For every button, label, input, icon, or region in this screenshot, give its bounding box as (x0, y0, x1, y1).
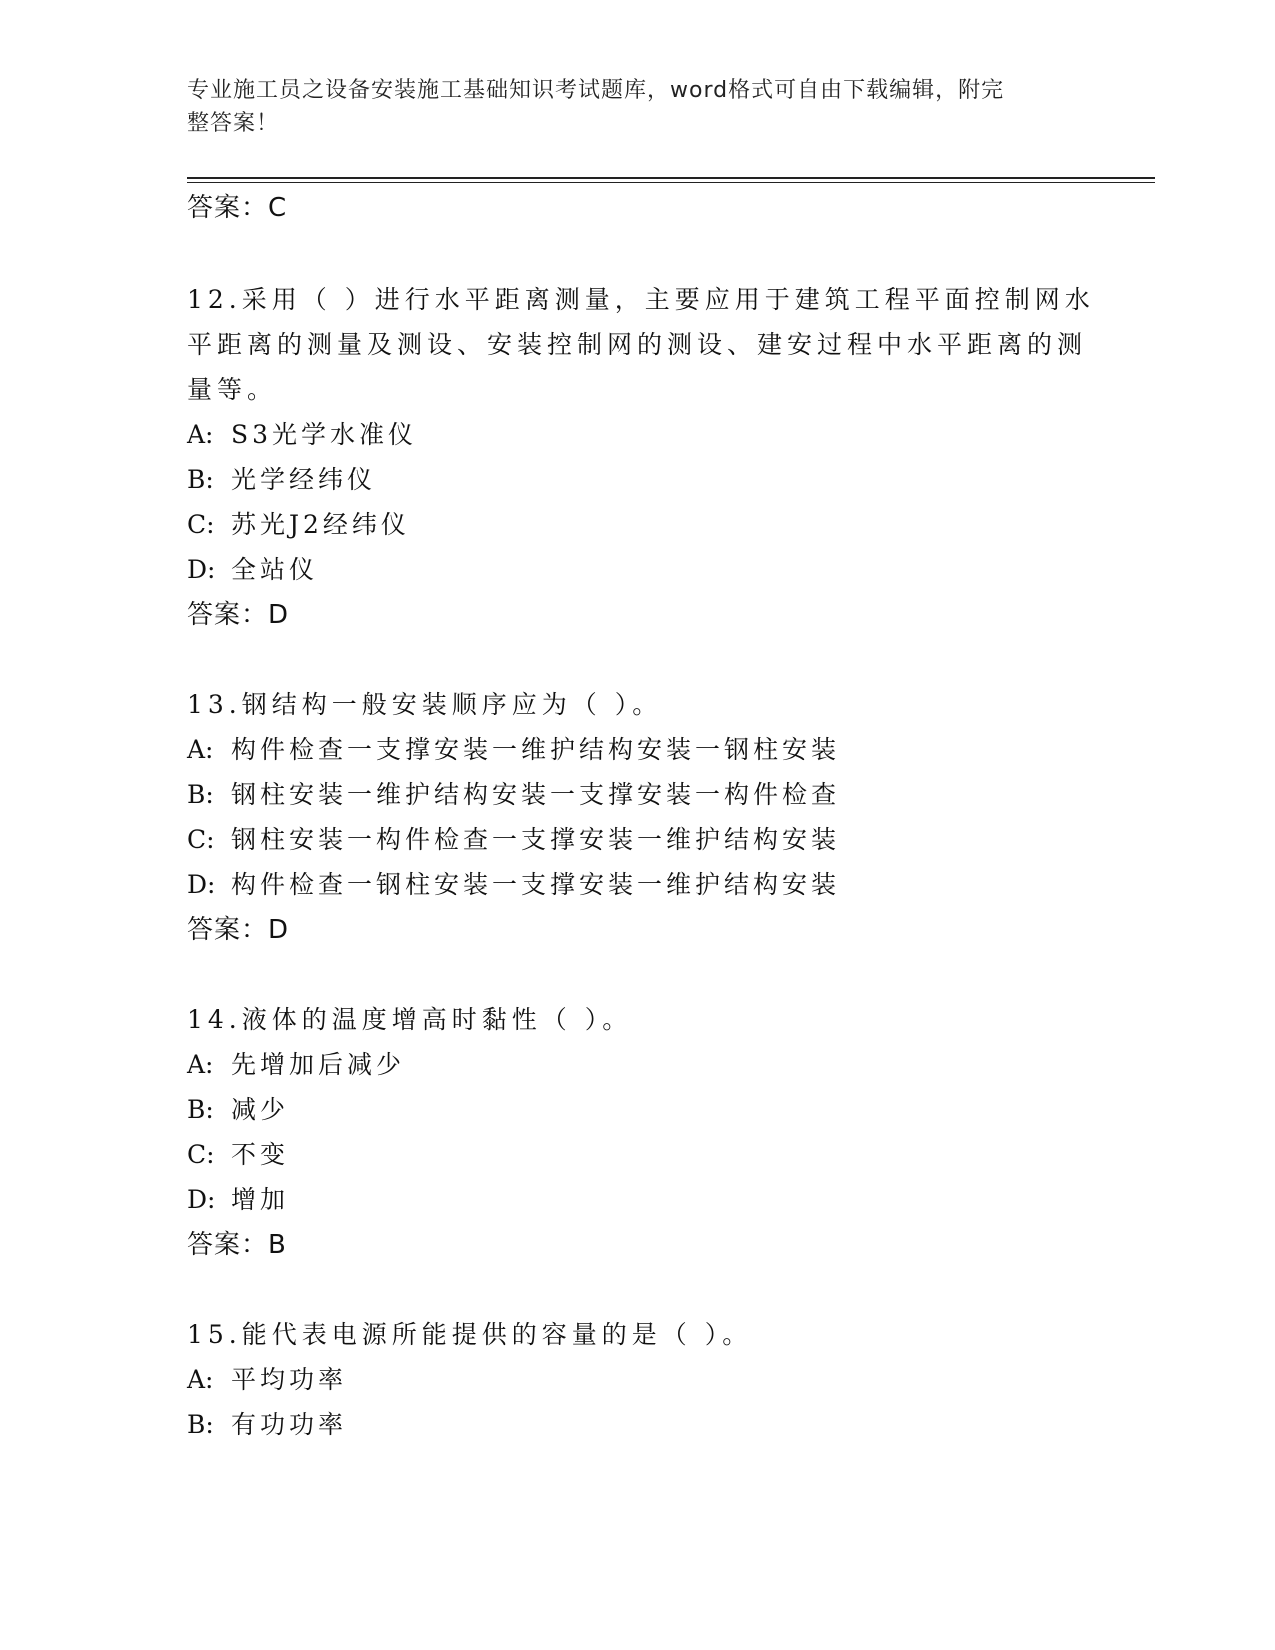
option-label: B: (187, 1095, 214, 1124)
option-label: D: (187, 555, 216, 584)
question-14-option-b (187, 1094, 289, 1126)
option-label: D: (187, 1185, 216, 1214)
question-13-option-c (187, 824, 840, 856)
header-rule-thin (187, 182, 1155, 183)
question-12-option-a (187, 419, 417, 451)
option-text: 减少 (231, 1095, 290, 1124)
answer-previous: 答案：C (187, 193, 288, 223)
option-text: S3光学水准仪 (231, 420, 418, 449)
question-12-stem-line-2: 平距离的测量及测设、安装控制网的测设、建安过程中水平距离的测 (187, 330, 1088, 359)
option-label: D: (187, 870, 216, 899)
option-label: A: (187, 420, 214, 449)
option-label: B: (187, 780, 214, 809)
option-label: C: (187, 1140, 215, 1169)
option-text: 苏光J2经纬仪 (231, 510, 410, 539)
option-text: 钢柱安装一构件检查一支撑安装一维护结构安装 (231, 825, 841, 854)
option-text: 不变 (231, 1140, 290, 1169)
question-12-option-c (187, 509, 410, 541)
option-text: 构件检查一支撑安装一维护结构安装一钢柱安装 (231, 735, 841, 764)
question-12-stem-line-3: 量等。 (187, 375, 278, 404)
question-13-option-a (187, 734, 840, 766)
question-13-option-b (187, 779, 840, 811)
option-text: 构件检查一钢柱安装一支撑安装一维护结构安装 (231, 870, 841, 899)
option-text: 光学经纬仪 (231, 465, 377, 494)
question-15-option-b (187, 1409, 347, 1441)
option-text: 全站仪 (231, 555, 319, 584)
question-12-option-d (187, 554, 318, 586)
question-12-option-b (187, 464, 376, 496)
option-text: 增加 (231, 1185, 290, 1214)
option-label: C: (187, 510, 215, 539)
question-14-option-d (187, 1184, 289, 1216)
option-label: C: (187, 825, 215, 854)
header-rule-thick (187, 177, 1155, 179)
option-text: 钢柱安装一维护结构安装一支撑安装一构件检查 (231, 780, 841, 809)
question-12-stem-line-1: 12.采用（ ）进行水平距离测量，主要应用于建筑工程平面控制网水 (187, 285, 1095, 314)
header-line-2: 整答案！ (187, 111, 280, 136)
question-13-stem: 13.钢结构一般安装顺序应为（ ）。 (187, 690, 663, 719)
option-label: B: (187, 1410, 214, 1439)
option-text: 有功功率 (231, 1410, 348, 1439)
question-13-answer: 答案：D (187, 915, 290, 945)
option-text: 先增加后减少 (231, 1050, 406, 1079)
question-15-stem: 15.能代表电源所能提供的容量的是（ ）。 (187, 1320, 753, 1349)
option-label: A: (187, 1050, 214, 1079)
question-15-option-a (187, 1364, 347, 1396)
option-label: A: (187, 1365, 214, 1394)
document-header (187, 74, 1067, 140)
question-13-option-d (187, 869, 840, 901)
header-line-1: 专业施工员之设备安装施工基础知识考试题库，word格式可自由下载编辑，附完 (187, 78, 1005, 103)
question-14-option-c (187, 1139, 289, 1171)
option-text: 平均功率 (231, 1365, 348, 1394)
question-14-answer: 答案：B (187, 1230, 287, 1260)
question-14-stem: 14.液体的温度增高时黏性（ ）。 (187, 1005, 633, 1034)
option-label: A: (187, 735, 214, 764)
question-14-option-a (187, 1049, 405, 1081)
question-12-answer: 答案：D (187, 600, 290, 630)
option-label: B: (187, 465, 214, 494)
